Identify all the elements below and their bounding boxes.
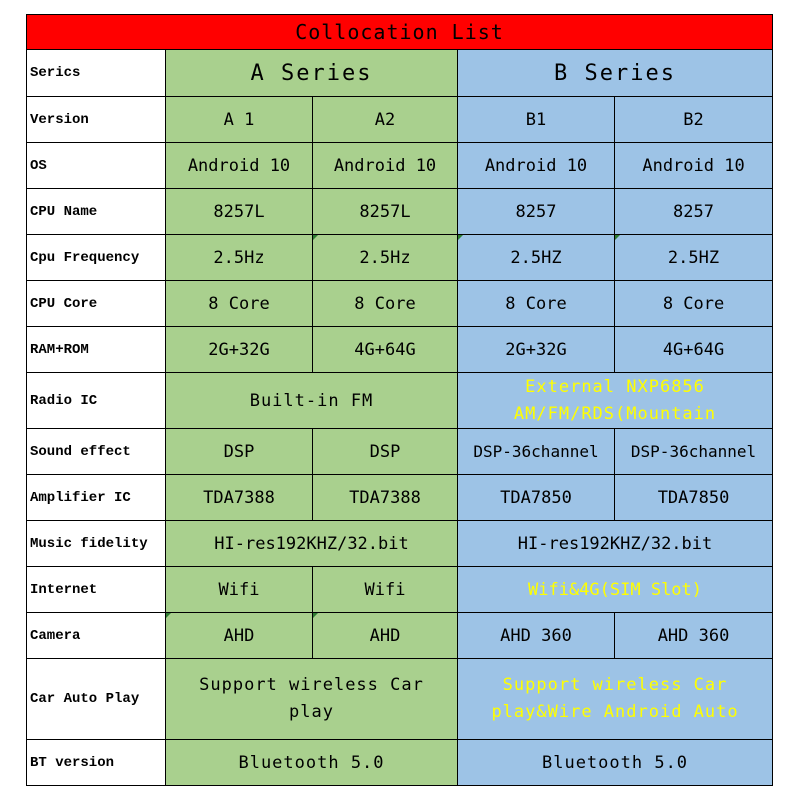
cpu-core-a2: 8 Core xyxy=(313,281,458,327)
ram-rom-b1: 2G+32G xyxy=(458,327,615,373)
car-auto-play-row xyxy=(27,659,773,740)
collocation-sheet xyxy=(26,14,772,786)
sound-effect-b2: DSP-36channel xyxy=(615,429,773,475)
cpu-frequency-b1: 2.5HZ xyxy=(458,235,615,281)
row-label-sound-effect: Sound effect xyxy=(27,429,166,475)
car-auto-play-a-line1: Support wireless Car xyxy=(199,675,424,695)
car-auto-play-b-line2: play&Wire Android Auto xyxy=(491,702,739,722)
cpu-core-b2: 8 Core xyxy=(615,281,773,327)
sound-effect-row xyxy=(27,429,773,475)
radio-ic-b-line2: AM/FM/RDS(Mountain xyxy=(513,403,717,424)
camera-a1: AHD xyxy=(166,613,313,659)
cpu-core-b1: 8 Core xyxy=(458,281,615,327)
music-fidelity-a: HI-res192KHZ/32.bit xyxy=(166,521,458,567)
row-label-cpu-core: CPU Core xyxy=(27,281,166,327)
sound-effect-a2: DSP xyxy=(313,429,458,475)
cpu-name-b2: 8257 xyxy=(615,189,773,235)
radio-ic-b-line1: External NXP6856 xyxy=(525,376,705,397)
radio-ic-row xyxy=(27,373,773,429)
internet-b: Wifi&4G(SIM Slot) xyxy=(458,567,773,613)
bt-version-b: Bluetooth 5.0 xyxy=(458,740,773,786)
row-label-os: OS xyxy=(27,143,166,189)
cpu-frequency-b2: 2.5HZ xyxy=(615,235,773,281)
radio-ic-b xyxy=(458,373,773,429)
row-label-ram-rom: RAM+ROM xyxy=(27,327,166,373)
row-label-camera: Camera xyxy=(27,613,166,659)
car-auto-play-b xyxy=(458,659,773,740)
camera-b1: AHD 360 xyxy=(458,613,615,659)
version-a1: A 1 xyxy=(166,97,313,143)
amplifier-ic-a2: TDA7388 xyxy=(313,475,458,521)
row-label-cpu-name: CPU Name xyxy=(27,189,166,235)
amplifier-ic-b1: TDA7850 xyxy=(458,475,615,521)
ram-rom-row xyxy=(27,327,773,373)
series-row xyxy=(27,50,773,97)
cpu-core-a1: 8 Core xyxy=(166,281,313,327)
sound-effect-a1: DSP xyxy=(166,429,313,475)
row-label-series: Serics xyxy=(27,50,166,97)
radio-ic-a: Built-in FM xyxy=(166,373,458,429)
b-series-header: B Series xyxy=(458,50,773,97)
car-auto-play-b-line1: Support wireless Car xyxy=(502,675,728,695)
music-fidelity-row xyxy=(27,521,773,567)
row-label-internet: Internet xyxy=(27,567,166,613)
row-label-amplifier-ic: Amplifier IC xyxy=(27,475,166,521)
bt-version-a: Bluetooth 5.0 xyxy=(166,740,458,786)
row-label-music-fidelity: Music fidelity xyxy=(27,521,166,567)
camera-a2: AHD xyxy=(313,613,458,659)
os-row xyxy=(27,143,773,189)
cpu-core-row xyxy=(27,281,773,327)
cpu-name-row xyxy=(27,189,773,235)
cpu-frequency-row xyxy=(27,235,773,281)
row-label-version: Version xyxy=(27,97,166,143)
version-a2: A2 xyxy=(313,97,458,143)
version-b1: B1 xyxy=(458,97,615,143)
internet-a1: Wifi xyxy=(166,567,313,613)
amplifier-ic-b2: TDA7850 xyxy=(615,475,773,521)
ram-rom-b2: 4G+64G xyxy=(615,327,773,373)
ram-rom-a1: 2G+32G xyxy=(166,327,313,373)
cpu-name-a1: 8257L xyxy=(166,189,313,235)
collocation-table xyxy=(26,14,773,786)
amplifier-ic-row xyxy=(27,475,773,521)
internet-a2: Wifi xyxy=(313,567,458,613)
row-label-bt-version: BT version xyxy=(27,740,166,786)
ram-rom-a2: 4G+64G xyxy=(313,327,458,373)
cpu-name-a2: 8257L xyxy=(313,189,458,235)
version-row xyxy=(27,97,773,143)
car-auto-play-a-line2: play xyxy=(289,702,334,722)
cpu-frequency-a2: 2.5Hz xyxy=(313,235,458,281)
amplifier-ic-a1: TDA7388 xyxy=(166,475,313,521)
row-label-cpu-frequency: Cpu Frequency xyxy=(27,235,166,281)
row-label-radio-ic: Radio IC xyxy=(27,373,166,429)
bt-version-row xyxy=(27,740,773,786)
row-label-car-auto-play: Car Auto Play xyxy=(27,659,166,740)
a-series-header: A Series xyxy=(166,50,458,97)
music-fidelity-b: HI-res192KHZ/32.bit xyxy=(458,521,773,567)
camera-b2: AHD 360 xyxy=(615,613,773,659)
os-b2: Android 10 xyxy=(615,143,773,189)
table-title: Collocation List xyxy=(27,15,773,50)
os-b1: Android 10 xyxy=(458,143,615,189)
cpu-name-b1: 8257 xyxy=(458,189,615,235)
version-b2: B2 xyxy=(615,97,773,143)
os-a1: Android 10 xyxy=(166,143,313,189)
cpu-frequency-a1: 2.5Hz xyxy=(166,235,313,281)
camera-row xyxy=(27,613,773,659)
internet-row xyxy=(27,567,773,613)
title-row xyxy=(27,15,773,50)
os-a2: Android 10 xyxy=(313,143,458,189)
sound-effect-b1: DSP-36channel xyxy=(458,429,615,475)
car-auto-play-a xyxy=(166,659,458,740)
